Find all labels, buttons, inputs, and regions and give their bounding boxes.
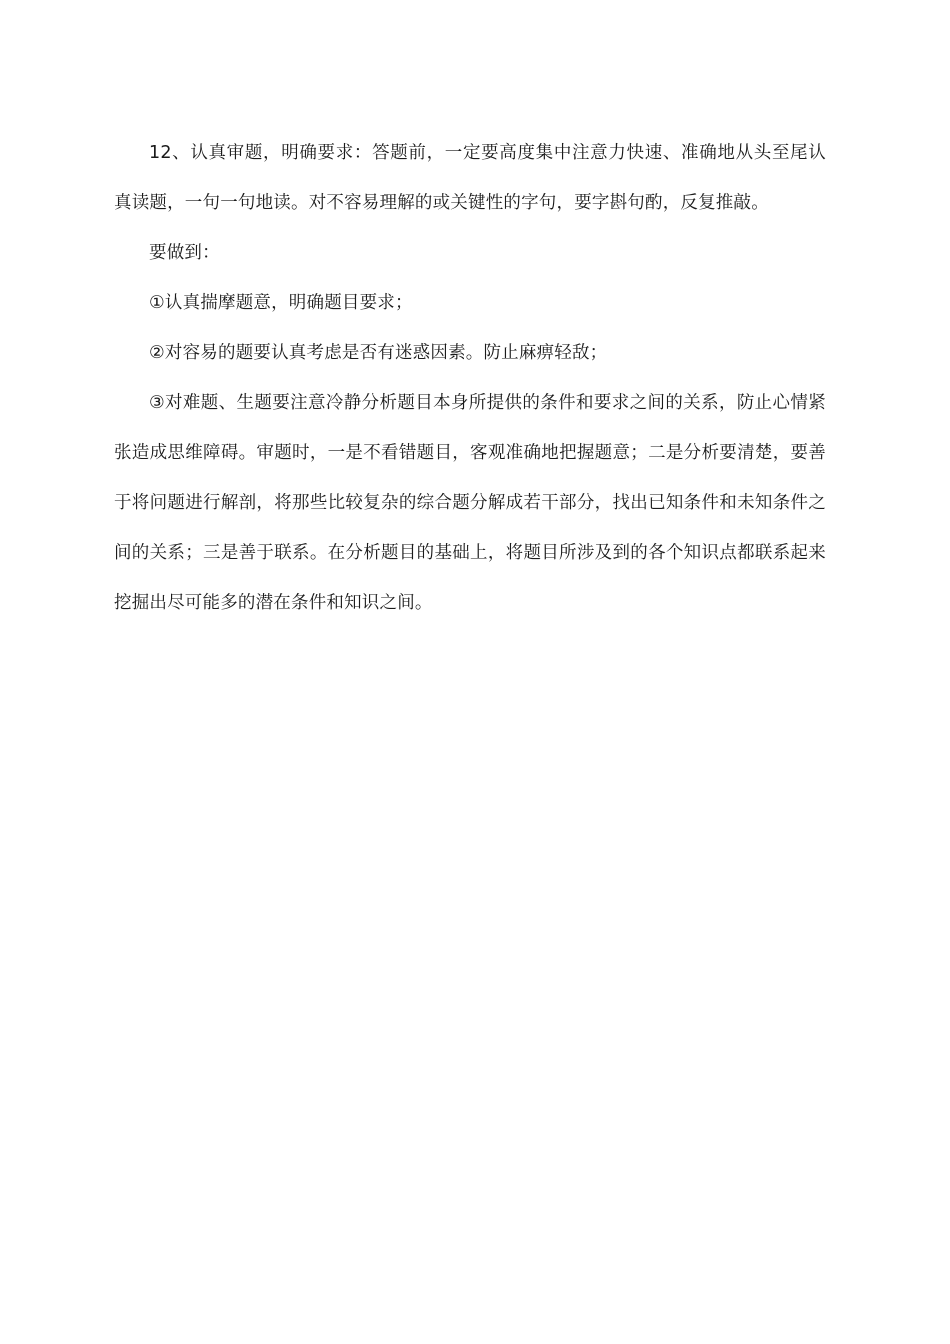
paragraph-item-1: ①认真揣摩题意，明确题目要求； [149, 293, 413, 313]
document-body [114, 128, 826, 628]
paragraph-item-3: ③对难题、生题要注意冷静分析题目本身所提供的条件和要求之间的关系，防止心情紧张造成思维障碍。审题时，一是不看错题目，客观准确地把握题意；二是分析要清楚，要善于将问题进行解剖，将那些比较复杂的综合题分解成若干部分，找出已知条件和未知条件之间的关系；三是善于联系。在分析题目的基础上，将题目所涉及到的各个知识点都联系起来挖掘出尽可能多的潜在条件和知识之间。 [114, 393, 826, 613]
paragraph-review-questions: 12、认真审题，明确要求：答题前，一定要高度集中注意力快速、准确地从头至尾认真读题，一句一句地读。对不容易理解的或关键性的字句，要字斟句酌，反复推敲。 [114, 143, 826, 213]
paragraph-item-2: ②对容易的题要认真考虑是否有迷惑因素。防止麻痹轻敌； [149, 343, 608, 363]
paragraph-requirements-intro: 要做到： [149, 243, 220, 263]
